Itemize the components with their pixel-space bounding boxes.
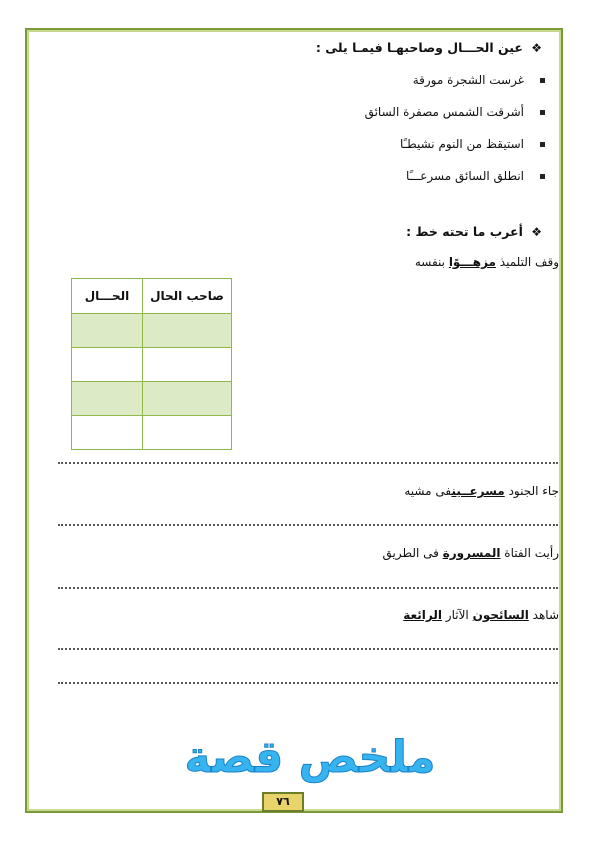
footer-title: ملخص قصة	[184, 732, 436, 783]
table-row	[72, 382, 232, 416]
diamond-icon: ❖	[531, 225, 542, 239]
sentence-1: وقف التلميذ مزهـــوًا بنفسه	[414, 255, 559, 269]
bullet-icon	[540, 110, 545, 115]
list-item: انطلق السائق مسرعـــًا	[305, 160, 545, 192]
question-1-text: عين الحـــال وصاحبهـا فيمـا يلى :	[315, 40, 523, 55]
answer-line[interactable]	[58, 524, 558, 526]
table-row	[72, 314, 232, 348]
sentence-4: شاهد السائحون الآثار الرائعة	[403, 608, 559, 622]
question-2-text: أعرب ما تحته خط :	[406, 224, 523, 239]
question-1-list	[305, 64, 545, 192]
table-header: صاحب الحال	[143, 279, 232, 314]
table-row	[72, 416, 232, 450]
table-row	[72, 348, 232, 382]
answer-line[interactable]	[58, 462, 558, 464]
answer-line[interactable]	[58, 682, 558, 684]
list-item: غرست الشجرة مورقة	[305, 64, 545, 96]
bullet-icon	[540, 78, 545, 83]
analysis-table	[71, 278, 232, 450]
bullet-icon	[540, 142, 545, 147]
answer-line[interactable]	[58, 648, 558, 650]
sentence-3: رأيت الفتاة المسرورة فى الطريق	[382, 546, 559, 560]
question-1-title	[316, 40, 542, 55]
list-item: أشرقت الشمس مصفرة السائق	[305, 96, 545, 128]
answer-line[interactable]	[58, 587, 558, 589]
list-item: استيقظ من النوم نشيطـًا	[305, 128, 545, 160]
question-2-title	[406, 224, 542, 239]
bullet-icon	[540, 174, 545, 179]
sentence-2: جاء الجنود مسرعــينفى مشيه	[404, 484, 559, 498]
table-header: الحـــال	[72, 279, 143, 314]
page-number: ٧٦	[262, 792, 304, 812]
diamond-icon: ❖	[531, 41, 542, 55]
